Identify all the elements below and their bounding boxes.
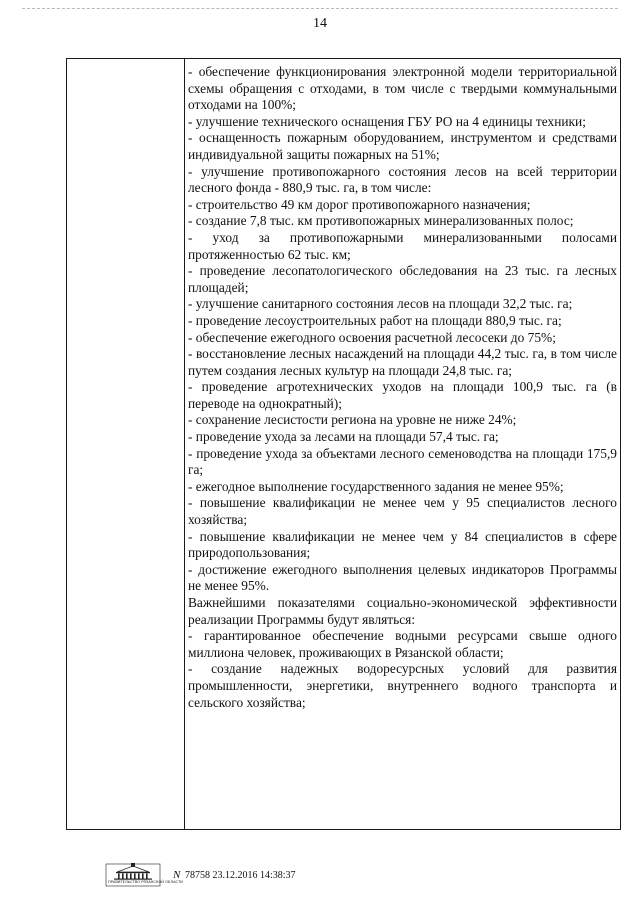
list-item: - проведение лесопатологического обследования на 23 тыс. га лесных площадей;	[188, 263, 617, 295]
list-item: - улучшение технического оснащения ГБУ РО на 4 единицы техники;	[188, 113, 586, 129]
scan-top-rule	[22, 8, 618, 9]
list-item: - обеспечение ежегодного освоения расчетной лесосеки до 75%;	[188, 329, 556, 345]
list-item: - улучшение санитарного состояния лесов на площади 32,2 тыс. га;	[188, 296, 573, 312]
list-item: - создание 7,8 тыс. км противопожарных минерализованных полос;	[188, 213, 574, 229]
registration-stamp: 78758 23.12.2016 14:38:37	[185, 870, 296, 881]
seal-caption: ПРАВИТЕЛЬСТВО РЯЗАНСКОЙ ОБЛАСТИ	[108, 880, 183, 884]
list-item: - проведение ухода за объектами лесного семеноводства на площади 175,9 га;	[188, 445, 617, 478]
column-divider	[184, 59, 185, 829]
table-frame	[66, 58, 621, 830]
list-item: - обеспечение функционирования электронной модели территориальной схемы обращения с отходами, в том числе с твердыми коммунальными отходами на 100%;	[188, 64, 617, 113]
list-item: - восстановление лесных насаждений на площади 44,2 тыс. га, в том числе путем создания лесных культур на площади 24,8 тыс. га;	[188, 346, 617, 378]
list-item: - проведение агротехнических уходов на площади 100,9 тыс. га (в переводе на однократный);	[188, 379, 617, 411]
registration-mark: N	[173, 869, 181, 881]
footer	[103, 860, 523, 892]
list-item: - достижение ежегодного выполнения целевых индикаторов Программы не менее 95%.	[188, 561, 617, 594]
table-content-cell	[188, 64, 617, 711]
list-item: - проведение лесоустроительных работ на площади 880,9 тыс. га;	[188, 312, 562, 328]
list-item: - проведение ухода за лесами на площади 57,4 тыс. га;	[188, 429, 499, 445]
list-item: - улучшение противопожарного состояния лесов на всей территории лесного фонда - 880,9 тыс. га, в том числе:	[188, 163, 617, 196]
list-item: - повышение квалификации не менее чем у 95 специалистов лесного хозяйства;	[188, 495, 617, 528]
building-seal-icon	[103, 860, 183, 890]
list-item: - ежегодное выполнение государственного задания не менее 95%;	[188, 478, 564, 494]
list-item: - создание надежных водоресурсных условий для развития промышленности, энергетики, внутреннего водного транспорта и сельского хозяйства;	[188, 661, 617, 710]
list-item: - оснащенность пожарным оборудованием, инструментом и средствами индивидуальной защиты пожарных на 51%;	[188, 130, 617, 162]
list-item: - строительство 49 км дорог противопожарного назначения;	[188, 196, 531, 212]
list-item: - сохранение лесистости региона на уровне не ниже 24%;	[188, 412, 517, 428]
list-item: - гарантированное обеспечение водными ресурсами свыше одного миллиона человек, проживающих в Рязанской области;	[188, 628, 617, 660]
page-number: 14	[313, 16, 327, 31]
list-item: Важнейшими показателями социально-экономической эффективности реализации Программы будут являться:	[188, 595, 617, 627]
list-item: - уход за противопожарными минерализованными полосами протяженностью 62 тыс. км;	[188, 229, 617, 262]
list-item: - повышение квалификации не менее чем у 84 специалистов в сфере природопользования;	[188, 528, 617, 561]
